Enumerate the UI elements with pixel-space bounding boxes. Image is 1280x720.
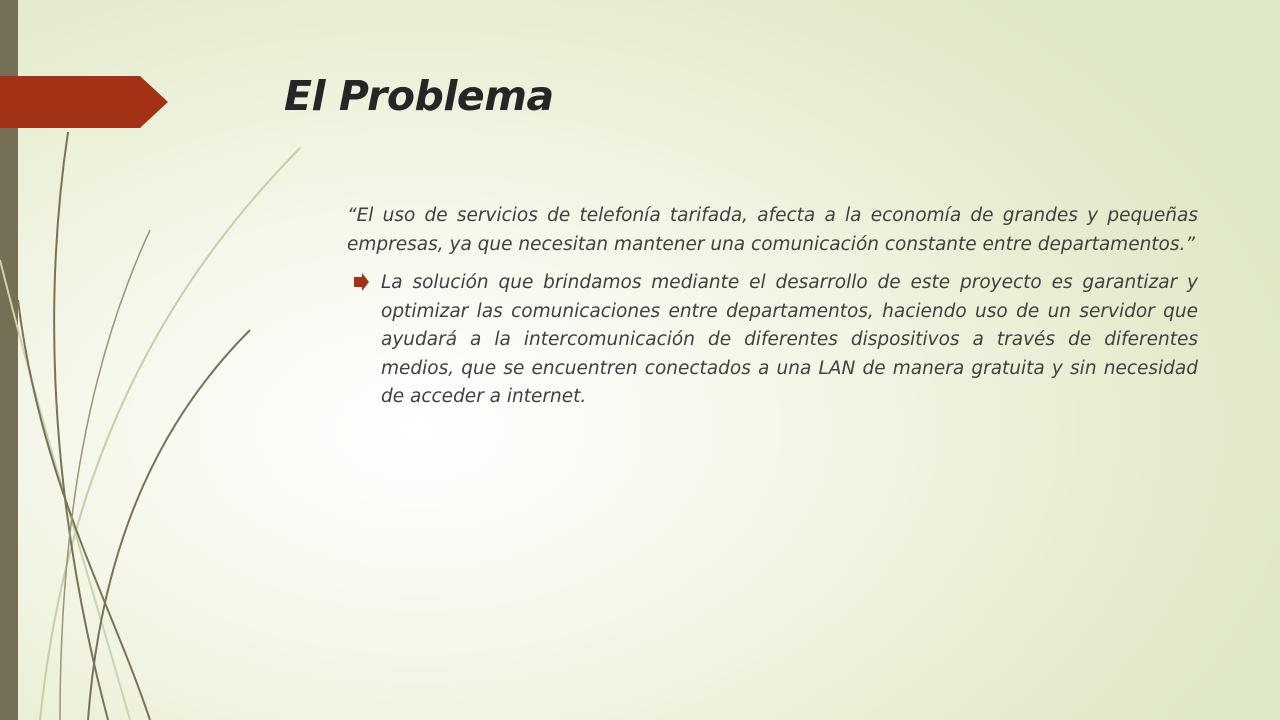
slide-title: El Problema [284, 72, 554, 120]
title-accent-arrow [0, 76, 168, 128]
problem-quote: “El uso de servicios de telefonía tarifada, afecta a la economía de grandes y pequeñas empresas, ya que necesitan mantener una comunicación constante entre departamentos.” [347, 205, 1198, 255]
bullet-text: La solución que brindamos mediante el desarrollo de este proyecto es garantizar y optimizar las comunicaciones entre departamentos, haciendo uso de un servidor que ayudará a la intercomunicación de diferentes dispositivos a través de diferentes medios, que se encuentren conectados a una LAN de manera gratuita y sin necesidad de acceder a internet. [381, 272, 1198, 407]
arrow-bullet-icon [353, 273, 369, 291]
decor-curve-dark-2 [18, 300, 150, 720]
bullet-item [347, 269, 1198, 412]
decor-curve-mid [60, 230, 150, 720]
slide-body [347, 202, 1198, 412]
